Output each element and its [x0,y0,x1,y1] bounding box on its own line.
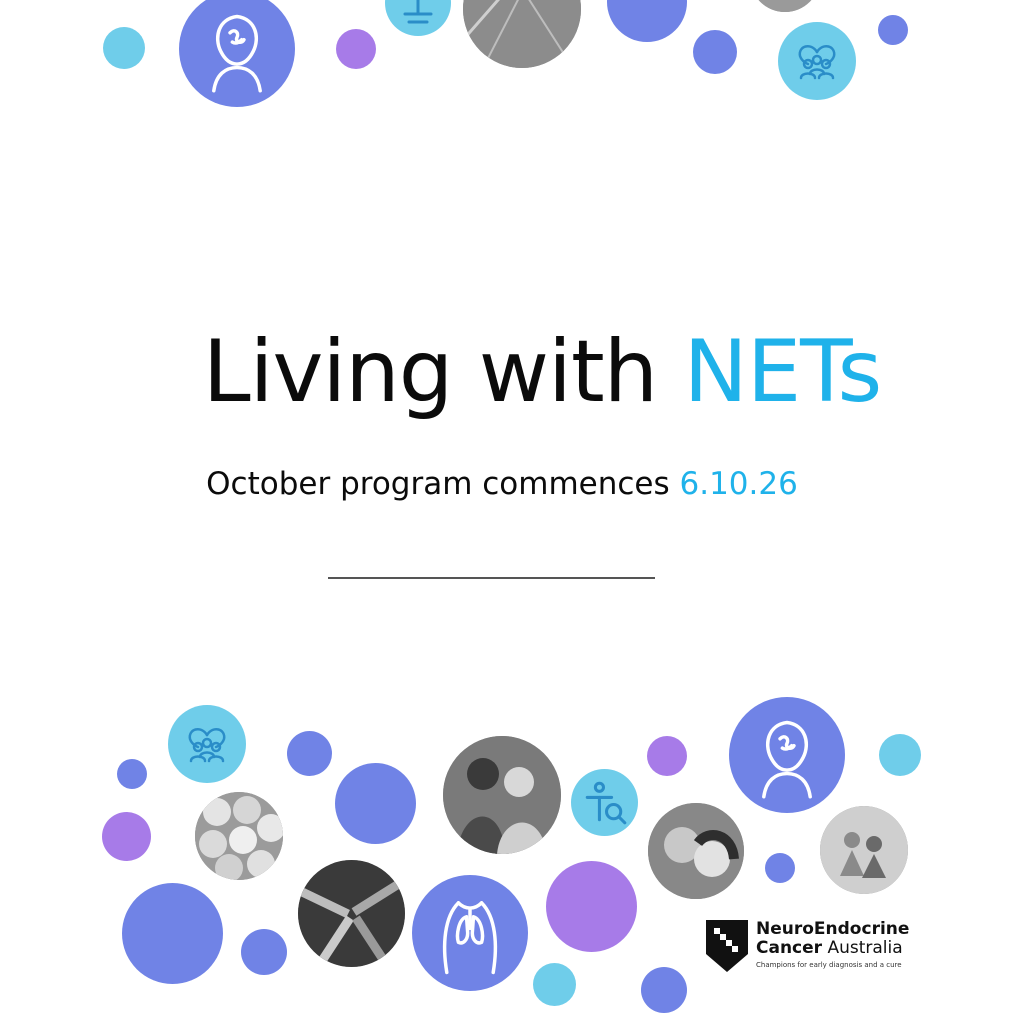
decorative-dot [546,861,637,952]
photo-fragment [750,0,820,12]
logo-mark-icon [706,920,748,972]
decorative-dot [647,736,687,776]
meditation-person-icon [385,0,451,36]
logo-name-line1: NeuroEndocrine [756,919,910,939]
couple-smiling-photo [443,736,561,854]
decorative-dot [878,15,908,45]
headline [0,322,1024,422]
decorative-dot [641,967,687,1013]
logo-name [756,920,909,958]
decorative-dot [879,734,921,776]
decorative-dot [765,853,795,883]
decorative-dot [336,29,376,69]
head-with-brain-icon [179,0,295,107]
torso-lungs-icon [412,875,528,991]
decorative-dot [533,963,576,1006]
logo-name-line2-bold: Cancer [756,938,823,958]
support-group-heart-icon [168,705,246,783]
program-date: 6.10.26 [679,466,798,502]
decorative-dot [122,883,223,984]
abstract-photo [463,0,581,68]
headline-accent: NETs [683,322,882,422]
decorative-dot [102,812,151,861]
head-with-brain-icon [729,697,845,813]
decorative-dot [607,0,687,42]
logo-name-line2-light: Australia [822,938,903,958]
subheadline [0,466,1024,502]
person-magnifier-icon [571,769,638,836]
decorative-dot [287,731,332,776]
women-resting-photo [648,803,744,899]
logo-tagline: Champions for early diagnosis and a cure [756,961,902,969]
organization-logo [706,920,916,980]
paper-people-photo [820,806,908,894]
pills-photo [195,792,283,880]
decorative-dot [335,763,416,844]
subheadline-text: October program commences [206,466,680,502]
headline-text: Living with [202,322,684,422]
decorative-dot [117,759,147,789]
support-group-heart-icon [778,22,856,100]
decorative-dot [103,27,145,69]
hands-together-photo [298,860,405,967]
decorative-dot [693,30,737,74]
divider [328,577,655,579]
decorative-dot [241,929,287,975]
